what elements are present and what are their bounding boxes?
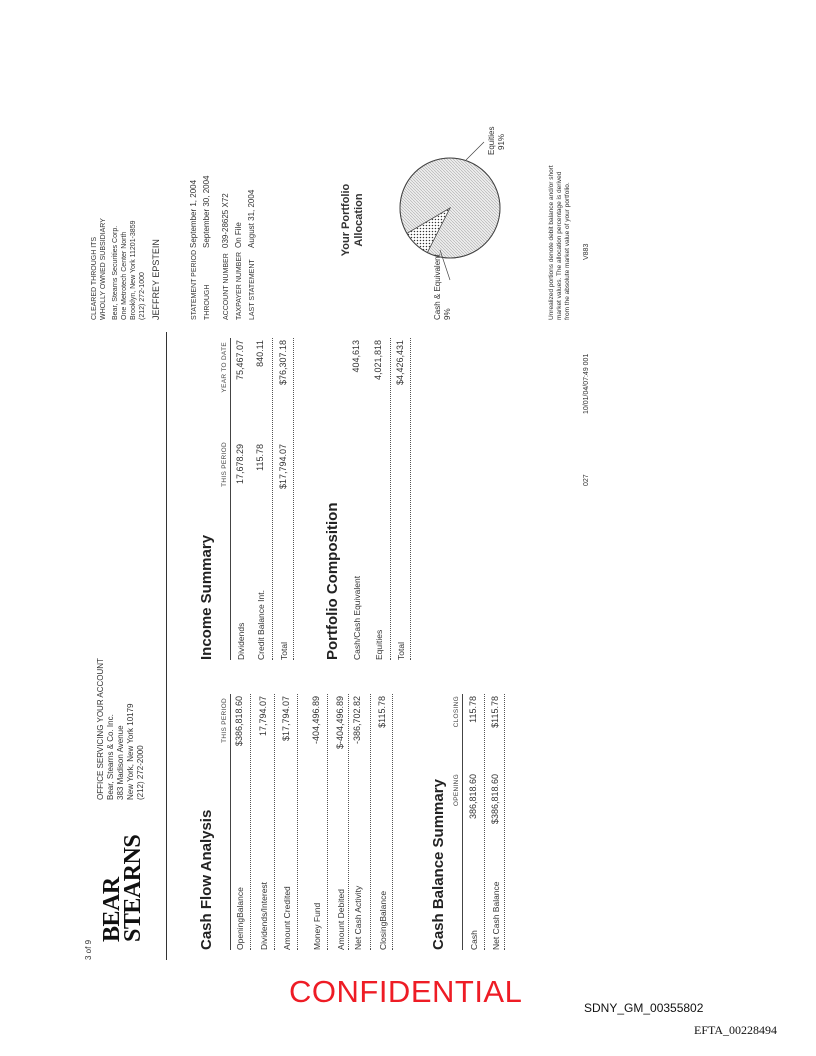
row-divider bbox=[274, 694, 275, 950]
cash-flow-row-value: $115.78 bbox=[377, 696, 387, 728]
cash-flow-row-label: OpeningBalance bbox=[235, 887, 245, 950]
row-divider bbox=[392, 694, 393, 950]
clearing-line: WHOLLY OWNED SUBSIDIARY bbox=[100, 218, 107, 320]
clearing-block bbox=[90, 218, 161, 320]
income-ytd: 75,467.07 bbox=[235, 340, 245, 381]
client-name: JEFFREY EPSTEIN bbox=[151, 239, 161, 320]
account-number-value: 039-28625 X72 bbox=[221, 193, 230, 248]
cash-flow-row-value: $386,818.60 bbox=[234, 696, 244, 747]
cash-balance-closing: $115.78 bbox=[490, 696, 500, 728]
cash-balance-row-label: Cash bbox=[469, 930, 479, 950]
cash-flow-row-label: Amount Credited bbox=[282, 886, 292, 950]
allocation-note bbox=[548, 165, 572, 320]
income-row-label: Credit Balance Int. bbox=[256, 590, 266, 660]
portfolio-row-label: Total bbox=[396, 642, 406, 660]
allocation-title-line2: Allocation bbox=[353, 193, 365, 247]
statement-period-label: STATEMENT PERIOD bbox=[191, 249, 198, 320]
portfolio-row-label: Cash/Cash Equivalent bbox=[352, 575, 362, 660]
cash-flow-col-header: THIS PERIOD bbox=[221, 698, 228, 743]
office-line: Bear, Stearns & Co. Inc. bbox=[106, 714, 115, 800]
through-value: September 30, 2004 bbox=[202, 175, 211, 248]
allocation-title bbox=[340, 160, 366, 280]
row-divider bbox=[293, 338, 294, 660]
income-ytd: $76,307.18 bbox=[278, 340, 288, 386]
row-divider bbox=[504, 694, 505, 950]
cash-flow-row-label: Net Cash Activity bbox=[353, 885, 363, 950]
income-period: 115.78 bbox=[255, 444, 265, 471]
equities-slice-label: Equities bbox=[487, 126, 496, 155]
last-statement-label: LAST STATEMENT bbox=[249, 259, 256, 320]
equities-slice-percent: 91% bbox=[497, 133, 506, 150]
cash-slice-label: Cash & Equivalent bbox=[433, 254, 442, 320]
taxpayer-label: TAXPAYER NUMBER bbox=[236, 251, 243, 320]
portfolio-value: 404,613 bbox=[351, 340, 361, 373]
row-divider bbox=[297, 694, 298, 950]
cash-flow-title: Cash Flow Analysis bbox=[198, 809, 215, 950]
cash-balance-title: Cash Balance Summary bbox=[430, 779, 447, 950]
row-divider bbox=[272, 338, 273, 660]
income-period: 17,678.29 bbox=[235, 444, 245, 485]
cash-flow-row-value: $17,794.07 bbox=[281, 696, 291, 742]
office-heading: OFFICE SERVICING YOUR ACCOUNT bbox=[96, 658, 105, 800]
cash-balance-col-opening: OPENING bbox=[453, 774, 460, 807]
equities-leader-line bbox=[466, 142, 484, 160]
header-rule bbox=[166, 332, 167, 960]
cash-flow-row-value: -404,496.89 bbox=[311, 696, 321, 745]
allocation-note-line: market values. The allocation percentage is derived bbox=[556, 171, 563, 320]
cash-flow-row-value: $-404,496.89 bbox=[335, 696, 345, 750]
through-label: THROUGH bbox=[204, 284, 211, 320]
office-line: New York, New York 10179 bbox=[126, 703, 135, 800]
allocation-note-line: from the absolute market value of your portfolio. bbox=[564, 182, 571, 320]
allocation-code: V883 bbox=[583, 243, 590, 260]
cash-balance-top-rule bbox=[462, 694, 463, 950]
income-title: Income Summary bbox=[198, 534, 215, 660]
row-divider bbox=[348, 694, 349, 950]
account-number-label: ACCOUNT NUMBER bbox=[223, 253, 230, 320]
office-line: 383 Madison Avenue bbox=[116, 725, 125, 800]
allocation-note-line: Unrealized portions denote debit balance and/or short bbox=[548, 165, 555, 320]
print-code-right: 10/01/04/07:49 001 bbox=[583, 353, 590, 414]
bear-stearns-logo bbox=[99, 834, 146, 942]
print-code-left: 027 bbox=[583, 474, 590, 486]
office-line: (212) 272-2000 bbox=[136, 745, 145, 800]
clearing-line: CLEARED THROUGH ITS bbox=[91, 236, 98, 320]
income-top-rule bbox=[230, 338, 231, 660]
cash-flow-row-label: Money Fund bbox=[312, 902, 322, 950]
statement-period-value: September 1, 2004 bbox=[189, 179, 198, 248]
portfolio-value: 4,021,818 bbox=[373, 340, 383, 381]
portfolio-row-label: Equities bbox=[374, 629, 384, 660]
portfolio-value: $4,426,431 bbox=[395, 340, 405, 386]
bates-number: SDNY_GM_00355802 bbox=[584, 1001, 704, 1015]
row-divider bbox=[250, 694, 251, 950]
last-statement-value: August 31, 2004 bbox=[247, 189, 256, 248]
cash-balance-closing: 115.78 bbox=[468, 696, 478, 723]
income-ytd: 840.11 bbox=[255, 340, 265, 367]
clearing-line: Brooklyn, New York 11201-3859 bbox=[130, 220, 137, 320]
row-divider bbox=[484, 694, 485, 950]
income-row-label: Dividends bbox=[236, 622, 246, 660]
cash-balance-row-label: Net Cash Balance bbox=[491, 881, 501, 950]
allocation-title-line1: Your Portfolio bbox=[340, 183, 352, 257]
rotated-statement bbox=[84, 40, 770, 960]
efta-number: EFTA_00228494 bbox=[694, 1023, 778, 1037]
cash-flow-row-label: ClosingBalance bbox=[378, 890, 388, 950]
clearing-line: Bear, Stearns Securities Corp. bbox=[112, 225, 119, 320]
allocation-pie-chart bbox=[380, 90, 540, 320]
clearing-line: (212) 272-1000 bbox=[139, 272, 146, 320]
taxpayer-value: On File bbox=[234, 222, 243, 248]
portfolio-title: Portfolio Composition bbox=[324, 502, 341, 660]
row-divider bbox=[390, 338, 391, 660]
page-index: 3 of 9 bbox=[84, 939, 93, 960]
cash-flow-row-label: Amount Debited bbox=[336, 889, 346, 950]
row-divider bbox=[327, 694, 328, 950]
cash-flow-row-label: Dividends/Interest bbox=[259, 881, 269, 950]
clearing-line: One Metrotech Center North bbox=[121, 231, 128, 320]
office-block bbox=[96, 658, 146, 800]
cash-flow-row-value: -386,702.82 bbox=[352, 696, 362, 745]
cash-balance-opening: 386,818.60 bbox=[468, 774, 478, 820]
logo-line2: STEARNS bbox=[120, 834, 146, 942]
row-divider bbox=[370, 694, 371, 950]
cash-balance-opening: $386,818.60 bbox=[490, 774, 500, 825]
confidential-stamp: CONFIDENTIAL bbox=[289, 974, 523, 1009]
cash-slice-percent: 9% bbox=[443, 308, 452, 320]
logo-line1: BEAR bbox=[99, 877, 125, 942]
income-row-label: Total bbox=[279, 642, 289, 660]
cash-balance-col-closing: CLOSING bbox=[453, 696, 460, 728]
income-col-ytd: YEAR TO DATE bbox=[221, 342, 228, 393]
income-period: $17,794.07 bbox=[278, 444, 288, 490]
cash-flow-row-value: 17,794.07 bbox=[258, 696, 268, 737]
cash-flow-top-rule bbox=[230, 694, 231, 950]
row-divider bbox=[410, 338, 411, 660]
income-col-period: THIS PERIOD bbox=[221, 442, 228, 487]
